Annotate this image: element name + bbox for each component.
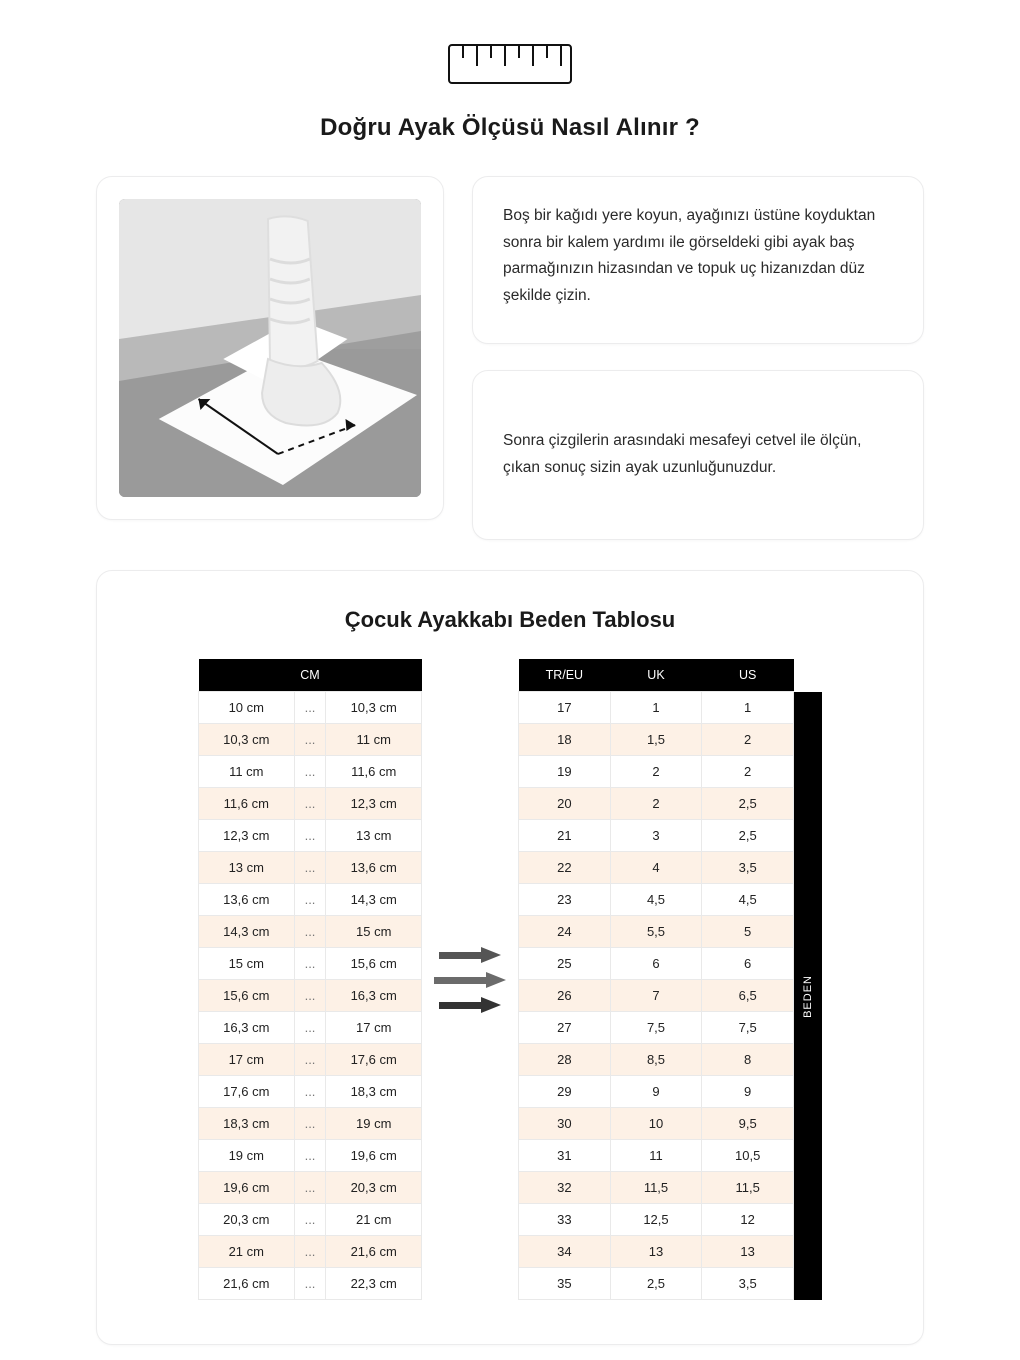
cm-separator-cell: ... bbox=[294, 884, 326, 916]
cm-table bbox=[198, 659, 422, 1300]
uk-cell: 1 bbox=[610, 692, 702, 724]
uk-cell: 3 bbox=[610, 820, 702, 852]
uk-cell: 2 bbox=[610, 756, 702, 788]
uk-cell: 7,5 bbox=[610, 1012, 702, 1044]
tr-eu-cell: 34 bbox=[519, 1236, 611, 1268]
cm-separator-cell: ... bbox=[294, 820, 326, 852]
uk-cell: 12,5 bbox=[610, 1204, 702, 1236]
tr-eu-cell: 26 bbox=[519, 980, 611, 1012]
size-table-col-header-2: US bbox=[702, 659, 794, 692]
cm-separator-cell: ... bbox=[294, 788, 326, 820]
cm-to-cell: 13,6 cm bbox=[326, 852, 422, 884]
uk-cell: 10 bbox=[610, 1108, 702, 1140]
beden-label-bar bbox=[794, 692, 822, 1300]
table-row bbox=[199, 1236, 422, 1268]
table-row bbox=[199, 820, 422, 852]
cm-separator-cell: ... bbox=[294, 724, 326, 756]
cm-separator-cell: ... bbox=[294, 948, 326, 980]
table-row bbox=[199, 724, 422, 756]
table-row bbox=[199, 852, 422, 884]
photo-card bbox=[96, 176, 444, 520]
tr-eu-cell: 24 bbox=[519, 916, 611, 948]
table-row bbox=[519, 692, 794, 724]
table-row bbox=[199, 980, 422, 1012]
cm-from-cell: 15 cm bbox=[199, 948, 295, 980]
us-cell: 5 bbox=[702, 916, 794, 948]
uk-cell: 9 bbox=[610, 1076, 702, 1108]
table-row bbox=[199, 1108, 422, 1140]
cm-from-cell: 10,3 cm bbox=[199, 724, 295, 756]
size-table-col-header-1: UK bbox=[610, 659, 702, 692]
us-cell: 13 bbox=[702, 1236, 794, 1268]
us-cell: 1 bbox=[702, 692, 794, 724]
tr-eu-cell: 29 bbox=[519, 1076, 611, 1108]
cm-separator-cell: ... bbox=[294, 1268, 326, 1300]
table-row bbox=[199, 916, 422, 948]
tr-eu-cell: 17 bbox=[519, 692, 611, 724]
tr-eu-cell: 31 bbox=[519, 1140, 611, 1172]
uk-cell: 5,5 bbox=[610, 916, 702, 948]
cm-from-cell: 14,3 cm bbox=[199, 916, 295, 948]
arrow-right-icon-1 bbox=[439, 947, 501, 963]
cm-from-cell: 21,6 cm bbox=[199, 1268, 295, 1300]
cm-separator-cell: ... bbox=[294, 852, 326, 884]
table-row bbox=[519, 1268, 794, 1300]
cm-to-cell: 14,3 cm bbox=[326, 884, 422, 916]
cm-header: CM bbox=[199, 659, 422, 692]
table-row bbox=[519, 788, 794, 820]
us-cell: 12 bbox=[702, 1204, 794, 1236]
table-row bbox=[519, 1204, 794, 1236]
instructions-section bbox=[0, 176, 1020, 540]
cm-separator-cell: ... bbox=[294, 980, 326, 1012]
cm-separator-cell: ... bbox=[294, 1172, 326, 1204]
page-title: Doğru Ayak Ölçüsü Nasıl Alınır ? bbox=[320, 114, 700, 141]
us-cell: 2,5 bbox=[702, 820, 794, 852]
cm-separator-cell: ... bbox=[294, 1140, 326, 1172]
table-row bbox=[199, 1172, 422, 1204]
cm-to-cell: 21,6 cm bbox=[326, 1236, 422, 1268]
size-table-title: Çocuk Ayakkabı Beden Tablosu bbox=[344, 607, 676, 632]
cm-to-cell: 10,3 cm bbox=[326, 692, 422, 724]
uk-cell: 11 bbox=[610, 1140, 702, 1172]
table-row bbox=[199, 788, 422, 820]
size-table-card bbox=[96, 570, 924, 1345]
us-cell: 2,5 bbox=[702, 788, 794, 820]
cm-to-cell: 15 cm bbox=[326, 916, 422, 948]
cm-to-cell: 12,3 cm bbox=[326, 788, 422, 820]
instruction-card-2 bbox=[472, 370, 924, 540]
table-row bbox=[199, 1204, 422, 1236]
cm-separator-cell: ... bbox=[294, 692, 326, 724]
uk-cell: 8,5 bbox=[610, 1044, 702, 1076]
table-row bbox=[519, 852, 794, 884]
tr-eu-cell: 23 bbox=[519, 884, 611, 916]
tr-eu-cell: 18 bbox=[519, 724, 611, 756]
cm-separator-cell: ... bbox=[294, 1108, 326, 1140]
cm-from-cell: 13 cm bbox=[199, 852, 295, 884]
cm-from-cell: 17,6 cm bbox=[199, 1076, 295, 1108]
cm-to-cell: 18,3 cm bbox=[326, 1076, 422, 1108]
cm-from-cell: 19,6 cm bbox=[199, 1172, 295, 1204]
table-row bbox=[199, 756, 422, 788]
table-row bbox=[199, 884, 422, 916]
uk-cell: 11,5 bbox=[610, 1172, 702, 1204]
table-row bbox=[199, 948, 422, 980]
arrow-right-icon-3 bbox=[439, 997, 501, 1013]
tr-eu-cell: 27 bbox=[519, 1012, 611, 1044]
cm-separator-cell: ... bbox=[294, 1044, 326, 1076]
us-cell: 2 bbox=[702, 756, 794, 788]
uk-cell: 4 bbox=[610, 852, 702, 884]
cm-separator-cell: ... bbox=[294, 1012, 326, 1044]
cm-from-cell: 13,6 cm bbox=[199, 884, 295, 916]
us-cell: 8 bbox=[702, 1044, 794, 1076]
instruction-text-1: Boş bir kağıdı yere koyun, ayağınızı üstüne koyduktan sonra bir kalem yardımı ile görseldeki gibi ayak baş parmağınızın hizasından ve topuk uç hizanızdan düz şekilde çizin. bbox=[503, 207, 876, 304]
cm-separator-cell: ... bbox=[294, 1076, 326, 1108]
tr-eu-cell: 25 bbox=[519, 948, 611, 980]
cm-to-cell: 19 cm bbox=[326, 1108, 422, 1140]
photo-illustration bbox=[119, 199, 421, 497]
us-cell: 11,5 bbox=[702, 1172, 794, 1204]
cm-from-cell: 10 cm bbox=[199, 692, 295, 724]
tr-eu-cell: 19 bbox=[519, 756, 611, 788]
cm-to-cell: 20,3 cm bbox=[326, 1172, 422, 1204]
size-table-header-row bbox=[519, 659, 794, 692]
uk-cell: 4,5 bbox=[610, 884, 702, 916]
foot-on-paper-photo bbox=[119, 199, 421, 497]
table-row bbox=[519, 724, 794, 756]
cm-to-cell: 22,3 cm bbox=[326, 1268, 422, 1300]
us-cell: 6 bbox=[702, 948, 794, 980]
table-row bbox=[519, 948, 794, 980]
table-row bbox=[519, 1076, 794, 1108]
tr-eu-cell: 28 bbox=[519, 1044, 611, 1076]
tr-eu-cell: 32 bbox=[519, 1172, 611, 1204]
arrow-group bbox=[422, 947, 518, 1013]
table-row bbox=[199, 1268, 422, 1300]
size-table-body bbox=[519, 692, 794, 1300]
tr-eu-cell: 22 bbox=[519, 852, 611, 884]
cm-to-cell: 17 cm bbox=[326, 1012, 422, 1044]
uk-cell: 6 bbox=[610, 948, 702, 980]
uk-cell: 1,5 bbox=[610, 724, 702, 756]
table-row bbox=[519, 1012, 794, 1044]
cm-to-cell: 16,3 cm bbox=[326, 980, 422, 1012]
instruction-card-1 bbox=[472, 176, 924, 344]
us-cell: 4,5 bbox=[702, 884, 794, 916]
us-cell: 2 bbox=[702, 724, 794, 756]
size-table-group bbox=[518, 659, 822, 1300]
instruction-text-2: Sonra çizgilerin arasındaki mesafeyi cetvel ile ölçün, çıkan sonuç sizin ayak uzunluğunuzdur. bbox=[503, 432, 862, 476]
us-cell: 3,5 bbox=[702, 852, 794, 884]
tr-eu-cell: 33 bbox=[519, 1204, 611, 1236]
cm-from-cell: 16,3 cm bbox=[199, 1012, 295, 1044]
cm-from-cell: 20,3 cm bbox=[199, 1204, 295, 1236]
table-row bbox=[519, 1044, 794, 1076]
cm-from-cell: 21 cm bbox=[199, 1236, 295, 1268]
us-cell: 7,5 bbox=[702, 1012, 794, 1044]
table-row bbox=[199, 1140, 422, 1172]
instruction-text-column bbox=[472, 176, 924, 540]
us-cell: 6,5 bbox=[702, 980, 794, 1012]
table-row bbox=[199, 1076, 422, 1108]
cm-from-cell: 11 cm bbox=[199, 756, 295, 788]
table-row bbox=[519, 756, 794, 788]
cm-separator-cell: ... bbox=[294, 756, 326, 788]
cm-to-cell: 15,6 cm bbox=[326, 948, 422, 980]
cm-from-cell: 17 cm bbox=[199, 1044, 295, 1076]
cm-from-cell: 15,6 cm bbox=[199, 980, 295, 1012]
cm-to-cell: 13 cm bbox=[326, 820, 422, 852]
tables-row bbox=[117, 659, 903, 1300]
size-table bbox=[518, 659, 794, 1300]
uk-cell: 7 bbox=[610, 980, 702, 1012]
table-row bbox=[519, 820, 794, 852]
tr-eu-cell: 20 bbox=[519, 788, 611, 820]
uk-cell: 13 bbox=[610, 1236, 702, 1268]
tr-eu-cell: 35 bbox=[519, 1268, 611, 1300]
cm-from-cell: 19 cm bbox=[199, 1140, 295, 1172]
table-row bbox=[519, 1172, 794, 1204]
cm-to-cell: 21 cm bbox=[326, 1204, 422, 1236]
table-row bbox=[519, 980, 794, 1012]
cm-to-cell: 11,6 cm bbox=[326, 756, 422, 788]
us-cell: 10,5 bbox=[702, 1140, 794, 1172]
ruler-icon-wrapper bbox=[0, 44, 1020, 84]
table-row bbox=[199, 1044, 422, 1076]
cm-to-cell: 19,6 cm bbox=[326, 1140, 422, 1172]
cm-table-header-row bbox=[199, 659, 422, 692]
cm-separator-cell: ... bbox=[294, 1204, 326, 1236]
us-cell: 9,5 bbox=[702, 1108, 794, 1140]
cm-separator-cell: ... bbox=[294, 916, 326, 948]
cm-from-cell: 12,3 cm bbox=[199, 820, 295, 852]
table-row bbox=[519, 884, 794, 916]
us-cell: 9 bbox=[702, 1076, 794, 1108]
arrow-right-icon-2 bbox=[434, 972, 506, 988]
table-row bbox=[199, 1012, 422, 1044]
table-row bbox=[519, 1140, 794, 1172]
cm-to-cell: 17,6 cm bbox=[326, 1044, 422, 1076]
cm-to-cell: 11 cm bbox=[326, 724, 422, 756]
tr-eu-cell: 21 bbox=[519, 820, 611, 852]
uk-cell: 2 bbox=[610, 788, 702, 820]
us-cell: 3,5 bbox=[702, 1268, 794, 1300]
table-row bbox=[519, 1236, 794, 1268]
beden-label: BEDEN bbox=[802, 974, 814, 1018]
table-row bbox=[519, 1108, 794, 1140]
cm-from-cell: 11,6 cm bbox=[199, 788, 295, 820]
cm-table-body bbox=[199, 692, 422, 1300]
cm-from-cell: 18,3 cm bbox=[199, 1108, 295, 1140]
tr-eu-cell: 30 bbox=[519, 1108, 611, 1140]
table-row bbox=[199, 692, 422, 724]
table-row bbox=[519, 916, 794, 948]
size-table-col-header-0: TR/EU bbox=[519, 659, 611, 692]
cm-separator-cell: ... bbox=[294, 1236, 326, 1268]
uk-cell: 2,5 bbox=[610, 1268, 702, 1300]
ruler-icon bbox=[448, 44, 572, 84]
